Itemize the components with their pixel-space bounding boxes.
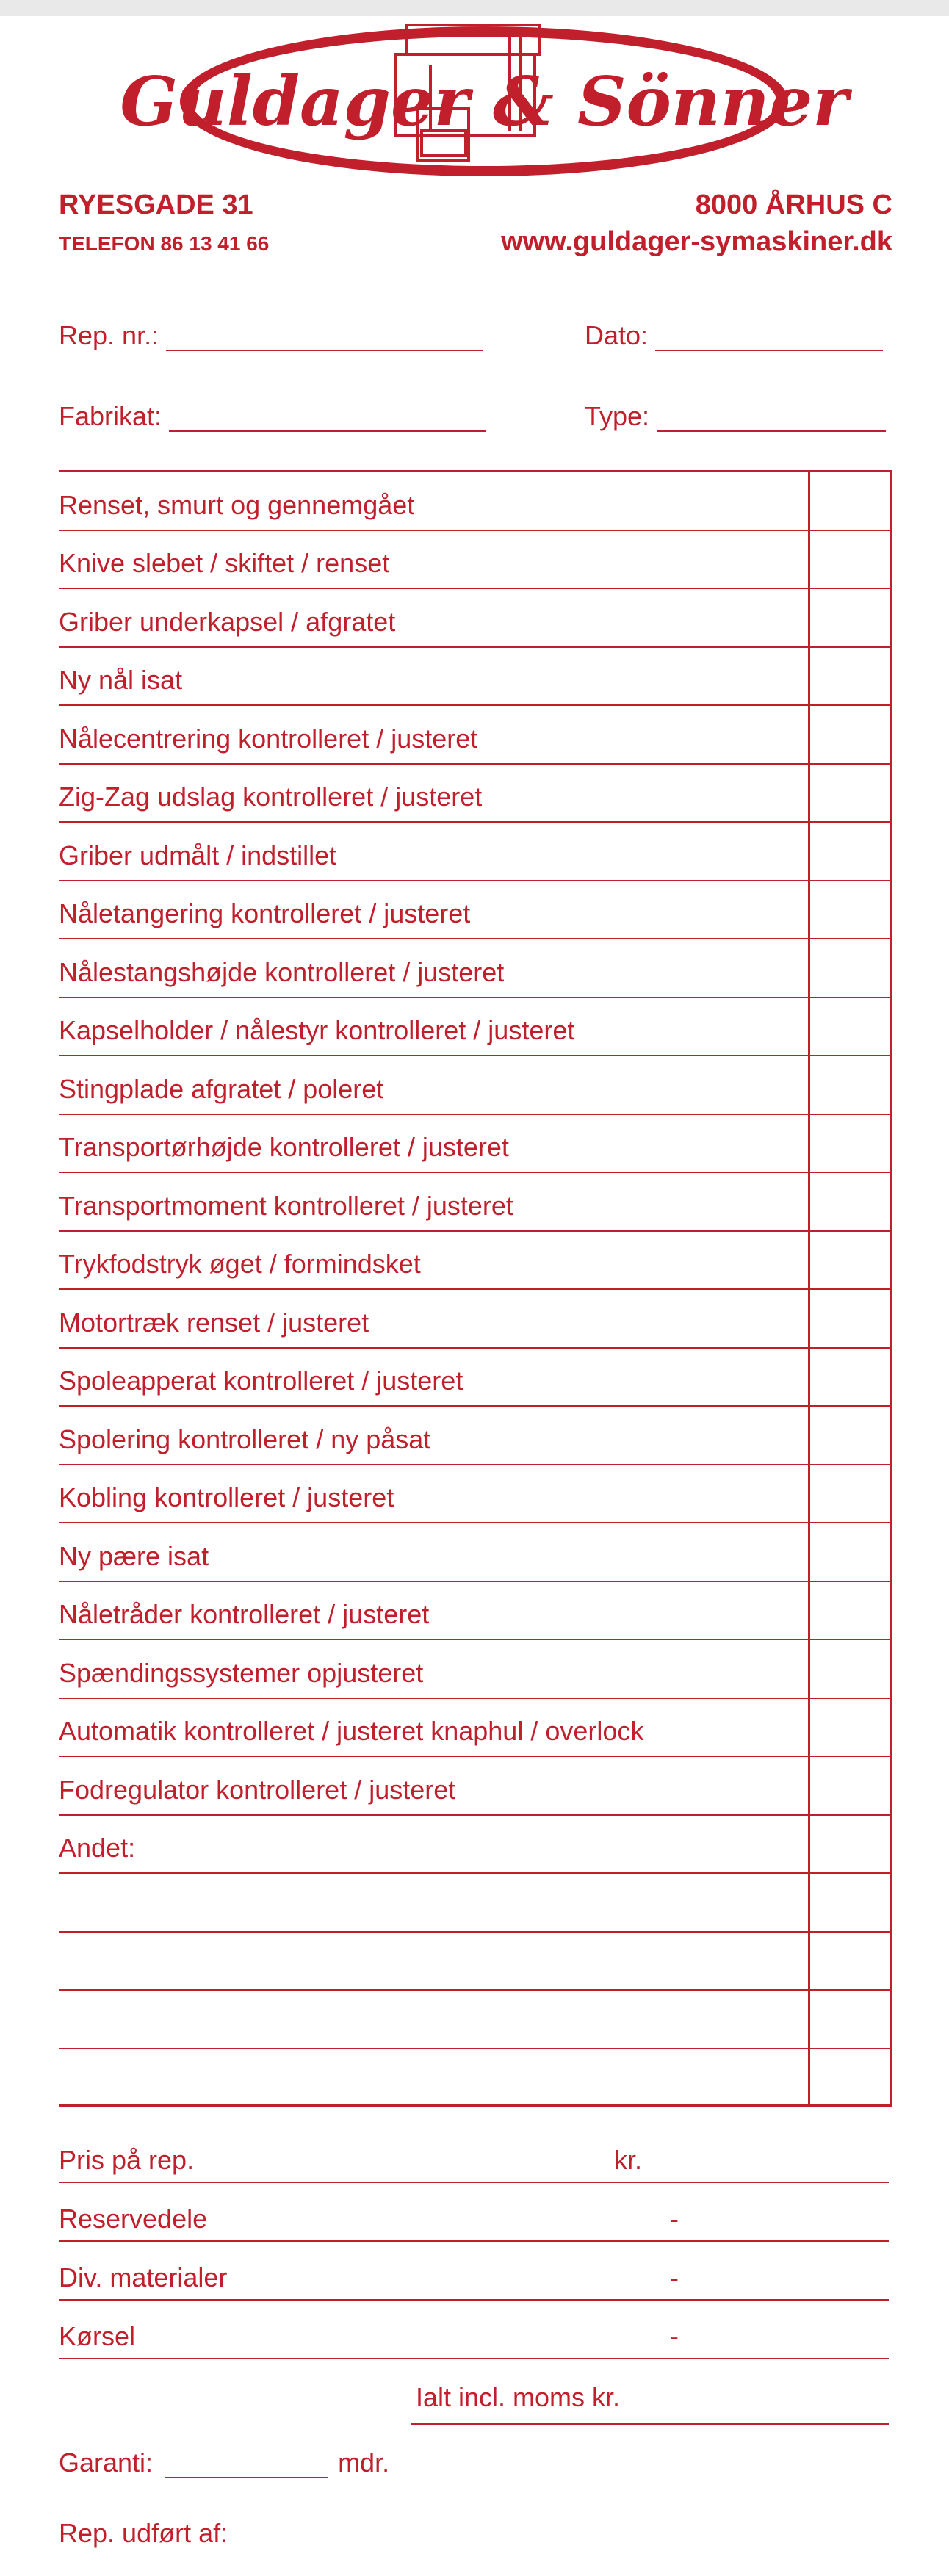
checklist-row[interactable] [59, 531, 890, 590]
price-label: Reservedele [59, 2204, 208, 2234]
price-label: Div. materialer [59, 2262, 228, 2292]
checklist-row[interactable] [59, 589, 890, 648]
checklist-row[interactable] [59, 1816, 890, 1875]
checklist-row[interactable] [59, 472, 890, 531]
checklist-row[interactable] [59, 1933, 890, 1991]
checklist-item-label: Kobling kontrolleret / justeret [59, 1482, 394, 1512]
checklist-item-label: Spolering kontrolleret / ny påsat [59, 1424, 431, 1454]
checklist-item-label: Zig-Zag udslag kontrolleret / justeret [59, 782, 483, 812]
fabrikat-line[interactable] [169, 408, 486, 432]
checklist-checkbox[interactable] [810, 1991, 890, 2048]
address: RYESGADE 31 [59, 190, 253, 220]
checklist-checkbox[interactable] [810, 648, 890, 705]
checklist-item-label: Nålecentrering kontrolleret / justeret [59, 723, 478, 754]
rep-udfort-label: Rep. udført af: [59, 2518, 228, 2548]
checklist-row[interactable] [59, 1407, 890, 1465]
checklist-checkbox[interactable] [810, 1640, 890, 1698]
checklist-item-label: Andet: [59, 1833, 136, 1863]
checklist-checkbox[interactable] [810, 1056, 890, 1114]
dato-line[interactable] [655, 328, 883, 351]
fabrikat-field[interactable] [59, 401, 486, 432]
checklist-item-label: Nåletråder kontrolleret / justeret [59, 1599, 430, 1629]
checklist-checkbox[interactable] [810, 1874, 890, 1931]
price-unit: kr. [614, 2145, 643, 2175]
price-row[interactable] [59, 2198, 889, 2242]
checklist-checkbox[interactable] [810, 2049, 890, 2108]
price-row[interactable] [59, 2139, 889, 2183]
checklist-checkbox[interactable] [810, 531, 890, 588]
type-field[interactable] [585, 401, 886, 432]
checklist-row[interactable] [59, 648, 890, 707]
checklist-item-label: Spoleapperat kontrolleret / justeret [59, 1365, 463, 1396]
checklist-row[interactable] [59, 1056, 890, 1115]
fabrikat-label: Fabrikat: [59, 401, 162, 431]
total-label: Ialt incl. moms kr. [416, 2382, 621, 2412]
checklist-item-label: Ny nål isat [59, 665, 183, 695]
checklist-checkbox[interactable] [810, 1933, 890, 1990]
checklist-item-label: Griber underkapsel / afgratet [59, 606, 396, 637]
checklist-row[interactable] [59, 823, 890, 881]
checklist-row[interactable] [59, 1232, 890, 1291]
checklist-row[interactable] [59, 706, 890, 765]
checklist-checkbox[interactable] [810, 1173, 890, 1230]
checklist-checkbox[interactable] [810, 1816, 890, 1873]
checklist-row[interactable] [59, 939, 890, 998]
price-label: Kørsel [59, 2321, 136, 2351]
checklist-item-label: Stingplade afgratet / poleret [59, 1073, 384, 1104]
city: 8000 ÅRHUS C [695, 190, 892, 220]
checklist-checkbox[interactable] [810, 1407, 890, 1464]
price-unit: - [670, 2262, 679, 2292]
garanti-unit: mdr. [338, 2447, 390, 2478]
checklist-row[interactable] [59, 2049, 890, 2108]
checklist-checkbox[interactable] [810, 706, 890, 763]
checklist-item-label: Motortræk renset / justeret [59, 1307, 369, 1338]
checklist-item-label: Trykfodstryk øget / formindsket [59, 1249, 421, 1279]
type-line[interactable] [657, 408, 886, 432]
checklist-checkbox[interactable] [810, 589, 890, 646]
checklist-row[interactable] [59, 1991, 890, 2049]
garanti-label: Garanti: [59, 2447, 154, 2478]
checklist-row[interactable] [59, 1115, 890, 1174]
checklist-item-label: Transportmoment kontrolleret / justeret [59, 1190, 513, 1221]
rep-nr-label: Rep. nr.: [59, 320, 159, 350]
dato-field[interactable] [585, 320, 883, 351]
type-label: Type: [585, 401, 650, 431]
checklist-row[interactable] [59, 1523, 890, 1582]
checklist-row[interactable] [59, 1465, 890, 1524]
checklist-row[interactable] [59, 1757, 890, 1816]
svg-text:Guldager & Sönner: Guldager & Sönner [120, 62, 848, 141]
checklist-checkbox[interactable] [810, 881, 890, 939]
total-row[interactable] [411, 2374, 889, 2425]
price-row[interactable] [59, 2315, 889, 2359]
checklist-row[interactable] [59, 765, 890, 823]
checklist-checkbox[interactable] [810, 472, 890, 530]
rep-nr-line[interactable] [166, 328, 483, 351]
checklist-checkbox[interactable] [810, 1115, 890, 1172]
scan-border [0, 0, 949, 16]
price-row[interactable] [59, 2256, 889, 2301]
checklist-row[interactable] [59, 1699, 890, 1758]
checklist-item-label: Spændingssystemer opjusteret [59, 1657, 424, 1688]
phone: TELEFON 86 13 41 66 [59, 232, 270, 255]
checklist-item-label: Nålestangshøjde kontrolleret / justeret [59, 956, 505, 987]
checklist-item-label: Fodregulator kontrolleret / justeret [59, 1774, 456, 1805]
checklist-row[interactable] [59, 1349, 890, 1407]
checklist-checkbox[interactable] [810, 1290, 890, 1347]
price-unit: - [670, 2321, 679, 2351]
checklist-checkbox[interactable] [810, 939, 890, 997]
price-unit: - [670, 2204, 679, 2234]
checklist-item-label: Griber udmålt / indstillet [59, 840, 337, 870]
checklist-checkbox[interactable] [810, 1232, 890, 1289]
checklist-checkbox[interactable] [810, 1757, 890, 1814]
checklist-checkbox[interactable] [810, 1699, 890, 1756]
checklist-checkbox[interactable] [810, 823, 890, 880]
checklist-item-label: Nåletangering kontrolleret / justeret [59, 898, 471, 928]
checklist-row[interactable] [59, 1290, 890, 1349]
checklist-checkbox[interactable] [810, 1523, 890, 1581]
checklist-checkbox[interactable] [810, 1349, 890, 1406]
checklist-checkbox[interactable] [810, 1582, 890, 1639]
checklist-item-label: Transportørhøjde kontrolleret / justeret [59, 1132, 509, 1162]
checklist-item-label: Knive slebet / skiftet / renset [59, 548, 390, 578]
checklist-item-label: Kapselholder / nålestyr kontrolleret / justeret [59, 1015, 575, 1045]
checklist-table [59, 470, 892, 2107]
price-label: Pris på rep. [59, 2145, 195, 2175]
company-logo [120, 21, 848, 182]
checklist-row[interactable] [59, 1173, 890, 1232]
checklist-item-label: Automatik kontrolleret / justeret knaphul / overlock [59, 1716, 644, 1746]
checklist-row[interactable] [59, 1874, 890, 1933]
checklist-item-label: Renset, smurt og gennemgået [59, 489, 415, 520]
dato-label: Dato: [585, 320, 649, 350]
checklist-row[interactable] [59, 881, 890, 940]
checklist-checkbox[interactable] [810, 998, 890, 1056]
website[interactable]: www.guldager-symaskiner.dk [501, 226, 892, 257]
rep-nr-field[interactable] [59, 320, 483, 351]
checklist-row[interactable] [59, 1582, 890, 1641]
checklist-checkbox[interactable] [810, 1465, 890, 1523]
checklist-checkbox[interactable] [810, 765, 890, 822]
garanti-line[interactable] [165, 2456, 328, 2478]
checklist-row[interactable] [59, 998, 890, 1057]
garanti-field[interactable] [59, 2447, 389, 2478]
checklist-item-label: Ny pære isat [59, 1540, 209, 1571]
checklist-row[interactable] [59, 1640, 890, 1699]
